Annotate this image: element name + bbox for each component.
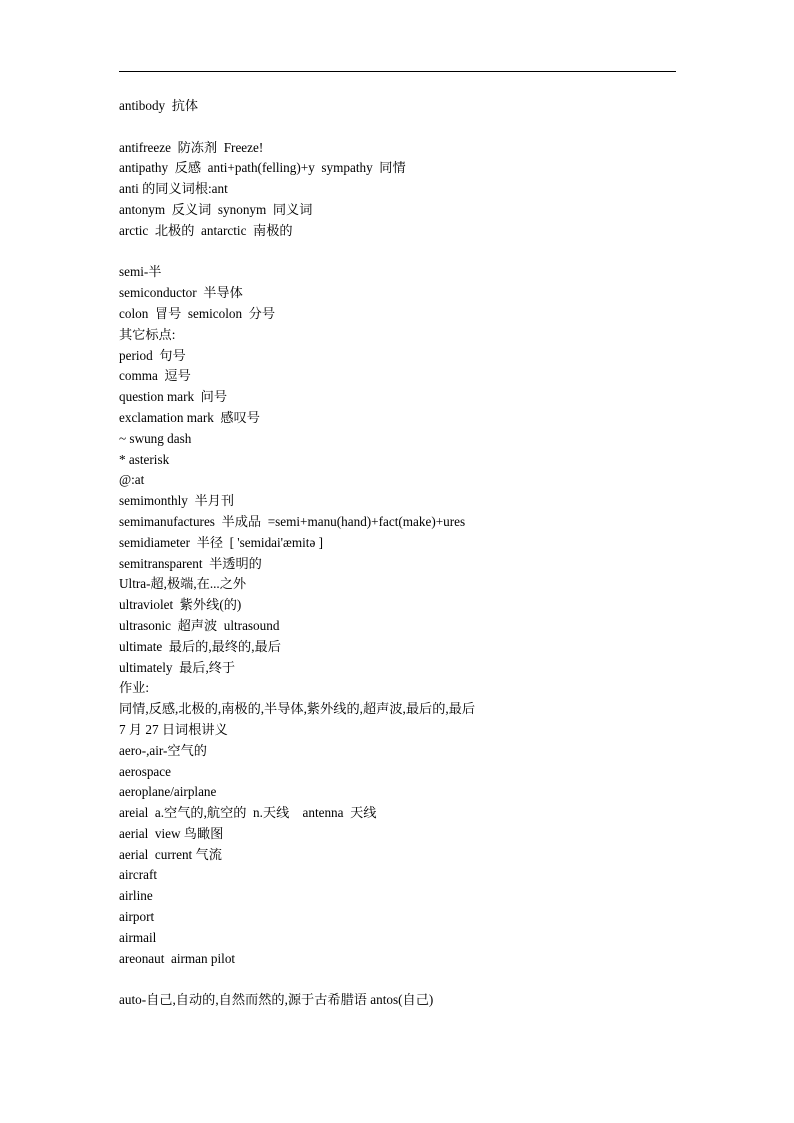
document-body xyxy=(119,96,679,1011)
text-line: period 句号 xyxy=(119,347,186,363)
text-line: airmail xyxy=(119,929,157,945)
text-line: aeroplane/airplane xyxy=(119,784,217,800)
text-line: auto-自己,自动的,自然而然的,源于古希腊语 antos(自己) xyxy=(119,992,434,1008)
blank-line xyxy=(119,242,679,263)
text-line: question mark 问号 xyxy=(119,389,228,405)
text-line: antonym 反义词 synonym 同义词 xyxy=(119,201,313,217)
text-line: antifreeze 防冻剂 Freeze! xyxy=(119,139,264,155)
text-line: ultraviolet 紫外线(的) xyxy=(119,597,242,613)
text-line: aerial current 气流 xyxy=(119,846,222,862)
text-line: semimonthly 半月刊 xyxy=(119,493,235,509)
text-line: antipathy 反感 anti+path(felling)+y sympathy 同情 xyxy=(119,160,406,176)
text-line: areonaut airman pilot xyxy=(119,950,236,966)
blank-line xyxy=(119,117,679,138)
text-line: areial a.空气的,航空的 n.天线 antenna 天线 xyxy=(119,805,377,821)
text-line: aircraft xyxy=(119,867,158,883)
text-line: semiconductor 半导体 xyxy=(119,285,243,301)
text-line: exclamation mark 感叹号 xyxy=(119,409,260,425)
text-line: antibody 抗体 xyxy=(119,98,199,113)
text-line: ultrasonic 超声波 ultrasound xyxy=(119,617,280,633)
header-rule xyxy=(119,71,676,72)
text-line: airline xyxy=(119,888,153,904)
text-line: ultimate 最后的,最终的,最后 xyxy=(119,638,281,654)
text-line: semidiameter 半径 [ 'semidai'æmitə ] xyxy=(119,534,323,550)
text-line: aerial view 鸟瞰图 xyxy=(119,825,224,841)
text-line: semitransparent 半透明的 xyxy=(119,555,262,571)
text-line: 同情,反感,北极的,南极的,半导体,紫外线的,超声波,最后的,最后 xyxy=(119,701,476,717)
text-line: semi-半 xyxy=(119,264,162,280)
blank-line xyxy=(119,969,679,990)
text-line: airport xyxy=(119,909,155,925)
text-line: ultimately 最后,终于 xyxy=(119,659,236,675)
text-line: ~ swung dash xyxy=(119,430,192,446)
text-line: * asterisk xyxy=(119,451,170,467)
text-line: Ultra-超,极端,在...之外 xyxy=(119,576,247,592)
text-line: anti 的同义词根:ant xyxy=(119,181,228,197)
text-line: 作业: xyxy=(119,680,150,696)
text-line: 7 月 27 日词根讲义 xyxy=(119,721,228,737)
text-line: @:at xyxy=(119,472,145,488)
text-line: comma 逗号 xyxy=(119,368,191,384)
text-line: 其它标点: xyxy=(119,326,176,342)
text-line: aerospace xyxy=(119,763,171,779)
text-line: arctic 北极的 antarctic 南极的 xyxy=(119,222,293,238)
text-line: colon 冒号 semicolon 分号 xyxy=(119,305,276,321)
text-line: aero-,air-空气的 xyxy=(119,742,207,758)
text-line: semimanufactures 半成品 =semi+manu(hand)+fact(make)+ures xyxy=(119,513,466,529)
